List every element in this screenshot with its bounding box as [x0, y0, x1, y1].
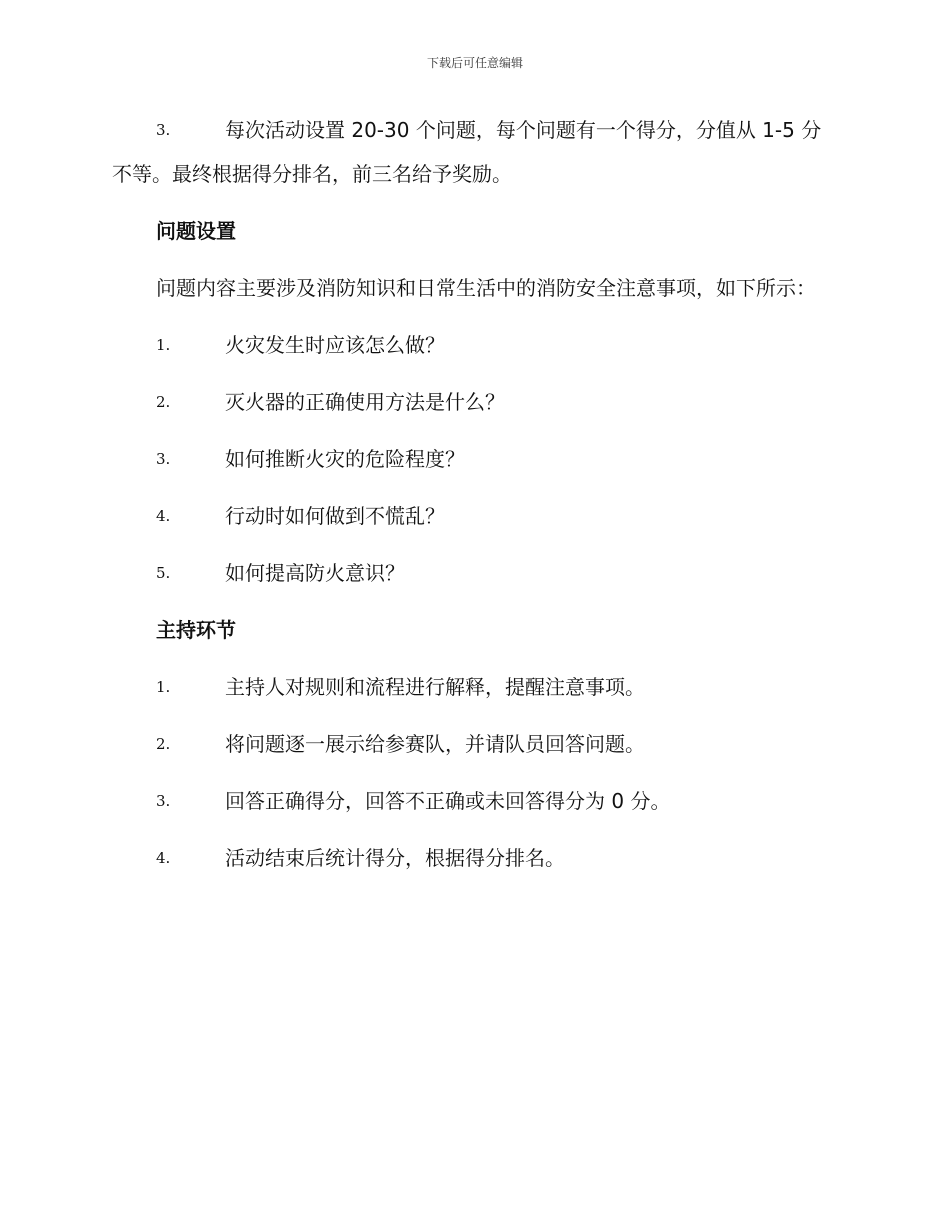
section-heading-questions: 问题设置	[156, 219, 236, 243]
list-item	[112, 836, 832, 880]
list-number: 1.	[156, 678, 171, 696]
list-number: 4.	[156, 507, 171, 525]
question-list	[112, 323, 832, 595]
host-list	[112, 665, 832, 880]
list-number: 3.	[156, 792, 171, 810]
list-number: 1.	[156, 336, 171, 354]
document-body	[112, 108, 832, 893]
intro-list-item	[112, 108, 832, 196]
list-text: 将问题逐一展示给参赛队，并请队员回答问题。	[225, 732, 645, 756]
list-item	[112, 437, 832, 481]
list-text: 如何推断火灾的危险程度？	[225, 447, 465, 471]
list-text: 活动结束后统计得分，根据得分排名。	[225, 846, 565, 870]
list-text: 灭火器的正确使用方法是什么？	[225, 390, 505, 414]
section-heading-host: 主持环节	[156, 618, 236, 642]
list-number: 2.	[156, 735, 171, 753]
list-item	[112, 779, 832, 823]
list-text: 每次活动设置 20-30 个问题，每个问题有一个得分，分值从 1-5 分不等。最终根据得分排名，前三名给予奖励。	[112, 118, 822, 186]
list-text: 主持人对规则和流程进行解释，提醒注意事项。	[225, 675, 645, 699]
page-header: 下载后可任意编辑	[426, 56, 523, 70]
list-item	[112, 323, 832, 367]
list-text: 回答正确得分，回答不正确或未回答得分为 0 分。	[225, 789, 671, 813]
list-text: 如何提高防火意识？	[225, 561, 405, 585]
list-number: 2.	[156, 393, 171, 411]
list-text: 火灾发生时应该怎么做？	[225, 333, 445, 357]
list-text: 行动时如何做到不慌乱？	[225, 504, 445, 528]
list-item	[112, 665, 832, 709]
list-number: 3.	[156, 121, 171, 139]
list-number: 5.	[156, 564, 171, 582]
list-item	[112, 494, 832, 538]
list-item	[112, 722, 832, 766]
list-item	[112, 551, 832, 595]
list-item	[112, 380, 832, 424]
list-number: 3.	[156, 450, 171, 468]
list-number: 4.	[156, 849, 171, 867]
section-description: 问题内容主要涉及消防知识和日常生活中的消防安全注意事项，如下所示：	[156, 276, 816, 300]
